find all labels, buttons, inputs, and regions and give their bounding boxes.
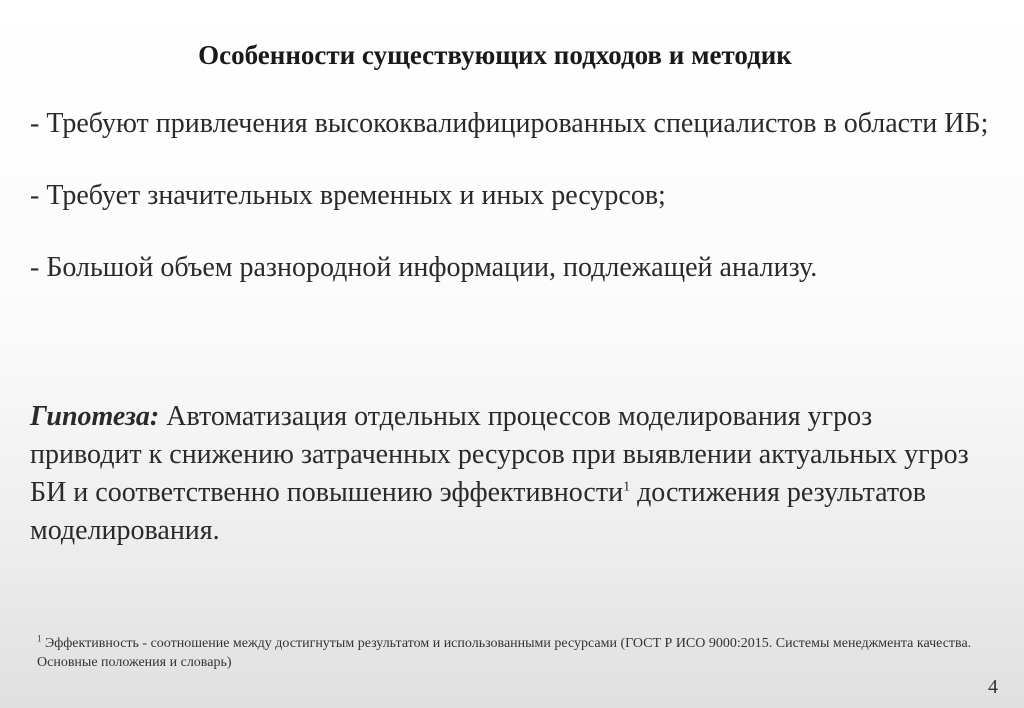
bullet-item-resources: - Требует значительных временных и иных ресурсов; xyxy=(30,180,666,211)
hypothesis-paragraph xyxy=(30,398,990,550)
hypothesis-text: Автоматизация отдельных процессов моделирования угроз приводит к снижению затраченных ресурсов при выявлении актуальных угроз БИ и соответственно повышению эффективности xyxy=(30,401,969,508)
footnote-text: Эффективность - соотношение между достигнутым результатом и использованными ресурсами (ГОСТ Р ИСО 9000:2015. Системы менеджмента качества. Основные положения и словарь) xyxy=(37,636,972,670)
page-number: 4 xyxy=(988,676,998,698)
footnote-reference: 1 xyxy=(623,479,631,495)
bullet-list xyxy=(30,106,990,286)
slide-title: Особенности существующих подходов и методик xyxy=(198,40,792,70)
footnote xyxy=(37,634,977,672)
footnote-mark: 1 xyxy=(37,633,42,644)
bullet-item-specialists: - Требуют привлечения высококвалифицированных специалистов в области ИБ; xyxy=(30,108,989,139)
bullet-item-information: - Большой объем разнородной информации, подлежащей анализу. xyxy=(30,252,818,283)
hypothesis-label: Гипотеза: xyxy=(30,401,160,432)
hypothesis-text-end: достижения результатов моделирования. xyxy=(30,477,926,546)
